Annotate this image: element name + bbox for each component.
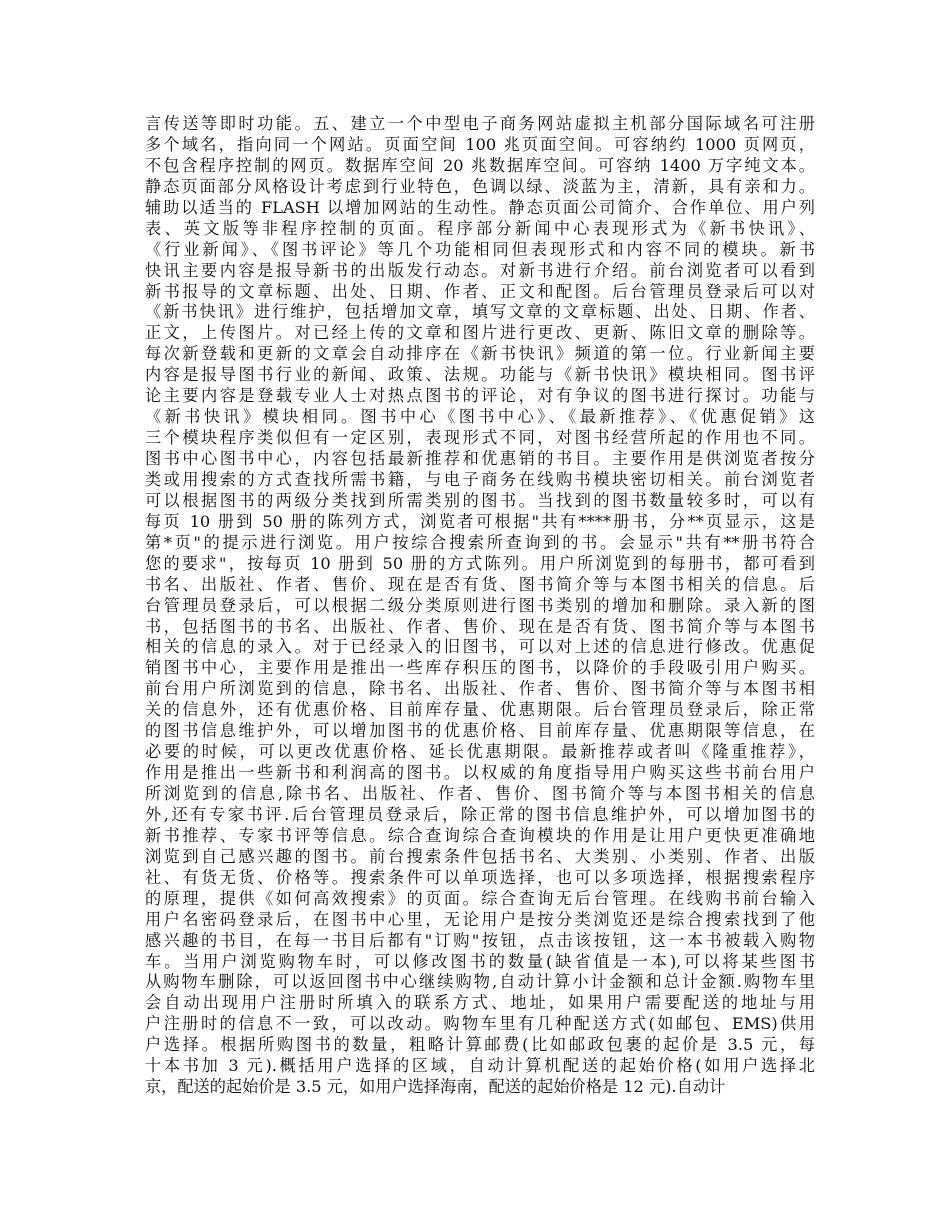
text-line: 新书报导的文章标题、出处、日期、作者、正文和配图。后台管理员登录后可以对 [145, 281, 815, 301]
text-line: 相关的信息的录入。对于已经录入的旧图书，可以对上述的信息进行修改。优惠促 [145, 637, 815, 657]
text-line: 的图书信息维护外，可以增加图书的优惠价格、目前库存量、优惠期限等信息，在 [145, 721, 815, 741]
body-text [145, 114, 815, 1098]
text-line: 浏览到自己感兴趣的图书。前台搜索条件包括书名、大类别、小类别、作者、出版 [145, 846, 815, 866]
text-line: 新书推荐、专家书评等信息。综合查询综合查询模块的作用是让用户更快更准确地 [145, 825, 815, 845]
text-line: 静态页面部分风格设计考虑到行业特色，色调以绿、淡蓝为主，清新，具有亲和力。 [145, 176, 815, 196]
text-line: 多个域名，指向同一个网站。页面空间 100 兆页面空间。可容纳约 1000 页网页， [145, 134, 815, 154]
text-line: 快讯主要内容是报导新书的出版发行动态。对新书进行介绍。前台浏览者可以看到 [145, 260, 815, 280]
text-line: 书，包括图书的书名、出版社、作者、售价、现在是否有货、图书简介等与本图书 [145, 616, 815, 636]
text-line: 每次新登载和更新的文章会自动排序在《新书快讯》频道的第一位。行业新闻主要 [145, 344, 815, 364]
text-line: 《行业新闻》、《图书评论》等几个功能相同但表现形式和内容不同的模块。新书 [145, 239, 815, 259]
text-line: 书名、出版社、作者、售价、现在是否有货、图书简介等与本图书相关的信息。后 [145, 574, 815, 594]
text-line: 正文，上传图片。对已经上传的文章和图片进行更改、更新、陈旧文章的删除等。 [145, 323, 815, 343]
text-line: 台管理员登录后，可以根据二级分类原则进行图书类别的增加和删除。录入新的图 [145, 595, 815, 615]
text-line: 《新书快讯》模块相同。图书中心《图书中心》、《最新推荐》、《优惠促销》这 [145, 407, 815, 427]
text-line: 《新书快讯》进行维护，包括增加文章，填写文章的文章标题、出处、日期、作者、 [145, 302, 815, 322]
text-line: 类或用搜索的方式查找所需书籍，与电子商务在线购书模块密切相关。前台浏览者 [145, 469, 815, 489]
text-line: 三个模块程序类似但有一定区别，表现形式不同，对图书经营所起的作用也不同。 [145, 428, 815, 448]
text-line: 不包含程序控制的网页。数据库空间 20 兆数据库空间。可容纳 1400 万字纯文本。 [145, 155, 815, 175]
text-line: 每页 10 册到 50 册的陈列方式，浏览者可根据"共有****册书，分**页显示，这是 [145, 511, 815, 531]
text-line: 辅助以适当的 FLASH 以增加网站的生动性。静态页面公司简介、合作单位、用户列 [145, 197, 815, 217]
text-line: 京，配送的起始价是 3.5 元，如用户选择海南，配送的起始价格是 12 元).自动计 [145, 1077, 726, 1097]
text-line: 从购物车删除，可以返回图书中心继续购物,自动计算小计金额和总计金额.购物车里 [145, 972, 815, 992]
text-line: 户注册时的信息不一致，可以改动。购物车里有几种配送方式(如邮包、EMS)供用 [145, 1014, 815, 1034]
text-line: 感兴趣的书目，在每一书目后都有"订购"按钮，点击该按钮，这一本书被载入购物 [145, 930, 815, 950]
text-line: 会自动出现用户注册时所填入的联系方式、地址，如果用户需要配送的地址与用 [145, 993, 815, 1013]
text-line: 表、英文版等非程序控制的页面。程序部分新闻中心表现形式为《新书快讯》、 [145, 218, 815, 238]
text-line: 的原理，提供《如何高效搜索》的页面。综合查询无后台管理。在线购书前台输入 [145, 888, 815, 908]
text-line: 车。当用户浏览购物车时，可以修改图书的数量(缺省值是一本),可以将某些图书 [145, 951, 815, 971]
text-line: 前台用户所浏览到的信息，除书名、出版社、作者、售价、图书简介等与本图书相 [145, 679, 815, 699]
text-line: 可以根据图书的两级分类找到所需类别的图书。当找到的图书数量较多时，可以有 [145, 490, 815, 510]
text-line: 销图书中心，主要作用是推出一些库存积压的图书，以降价的手段吸引用户购买。 [145, 658, 815, 678]
text-line: 第*页"的提示进行浏览。用户按综合搜索所查询到的书。会显示"共有**册书符合 [145, 532, 815, 552]
text-line: 外,还有专家书评.后台管理员登录后，除正常的图书信息维护外，可以增加图书的 [145, 804, 815, 824]
text-line: 关的信息外，还有优惠价格、目前库存量、优惠期限。后台管理员登录后，除正常 [145, 700, 815, 720]
text-line: 论主要内容是登载专业人士对热点图书的评论，对有争议的图书进行探讨。功能与 [145, 386, 815, 406]
text-line: 内容是报导图书行业的新闻、政策、法规。功能与《新书快讯》模块相同。图书评 [145, 365, 815, 385]
text-line: 您的要求"，按每页 10 册到 50 册的方式陈列。用户所浏览到的每册书，都可看到 [145, 553, 815, 573]
text-line: 社、有货无货、价格等。搜索条件可以单项选择，也可以多项选择，根据搜索程序 [145, 867, 815, 887]
text-line: 十本书加 3 元).概括用户选择的区域，自动计算机配送的起始价格(如用户选择北 [145, 1056, 815, 1076]
text-line: 户选择。根据所购图书的数量，粗略计算邮费(比如邮政包裹的起价是 3.5 元，每 [145, 1035, 815, 1055]
text-line: 必要的时候，可以更改优惠价格、延长优惠期限。最新推荐或者叫《隆重推荐》， [145, 742, 815, 762]
text-line: 用户名密码登录后，在图书中心里，无论用户是按分类浏览还是综合搜索找到了他 [145, 909, 815, 929]
text-line: 图书中心图书中心，内容包括最新推荐和优惠销的书目。主要作用是供浏览者按分 [145, 449, 815, 468]
text-line: 所浏览到的信息,除书名、出版社、作者、售价、图书简介等与本图书相关的信息 [145, 784, 815, 803]
text-line: 言传送等即时功能。五、建立一个中型电子商务网站虚拟主机部分国际域名可注册 [145, 114, 815, 133]
text-line: 作用是推出一些新书和利润高的图书。以权威的角度指导用户购买这些书前台用户 [145, 763, 815, 783]
